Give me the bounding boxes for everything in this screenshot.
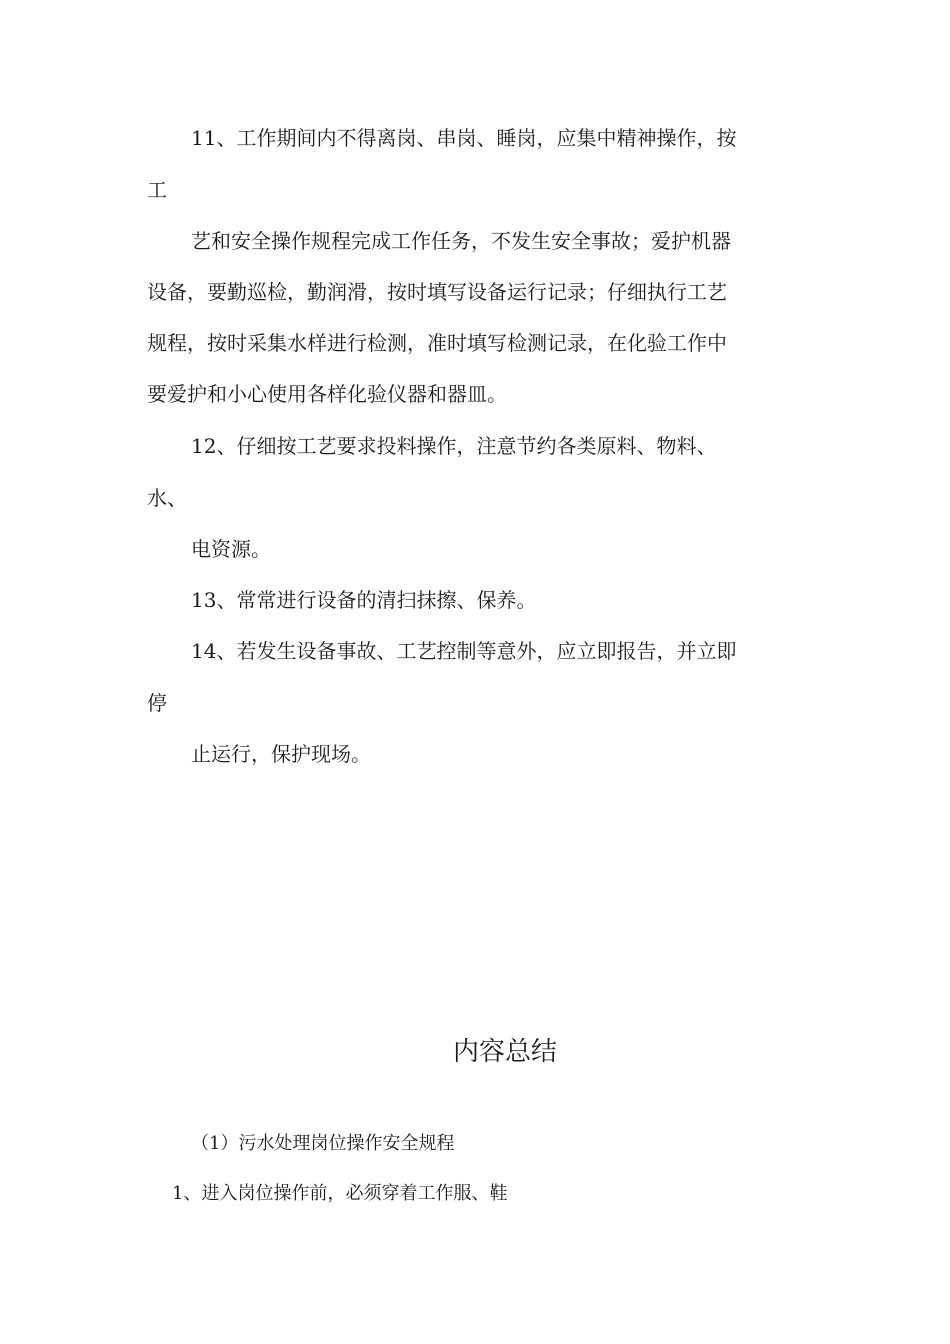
- paragraph-11-line-5: 规程，按时采集水样进行检测，准时填写检测记录，在化验工作中: [147, 331, 727, 355]
- paragraph-12-line-1: 12、仔细按工艺要求投料操作，注意节约各类原料、物料、: [191, 434, 717, 458]
- summary-line-1: （1）污水处理岗位操作安全规程: [191, 1133, 455, 1154]
- paragraph-14-line-1: 14、若发生设备事故、工艺控制等意外，应立即报告，并立即: [191, 639, 737, 663]
- paragraph-13: 13、常常进行设备的清扫抹擦、保养。: [191, 588, 537, 612]
- paragraph-11-line-2: 工: [147, 178, 167, 202]
- paragraph-12-line-3: 电资源。: [191, 537, 271, 561]
- summary-heading: 内容总结: [452, 1037, 557, 1067]
- paragraph-11-line-6: 要爱护和小心使用各样化验仪器和器皿。: [147, 382, 507, 406]
- summary-line-2: 1、进入岗位操作前，必须穿着工作服、鞋: [172, 1183, 508, 1204]
- paragraph-11-line-4: 设备，要勤巡检，勤润滑，按时填写设备运行记录；仔细执行工艺: [147, 280, 727, 304]
- paragraph-14-line-3: 止运行，保护现场。: [191, 742, 371, 766]
- paragraph-14-line-2: 停: [147, 691, 167, 715]
- paragraph-11-line-1: 11、工作期间内不得离岗、串岗、睡岗，应集中精神操作，按: [191, 126, 737, 150]
- paragraph-11-line-3: 艺和安全操作规程完成工作任务，不发生安全事故；爱护机器: [191, 229, 731, 253]
- paragraph-12-line-2: 水、: [147, 486, 187, 510]
